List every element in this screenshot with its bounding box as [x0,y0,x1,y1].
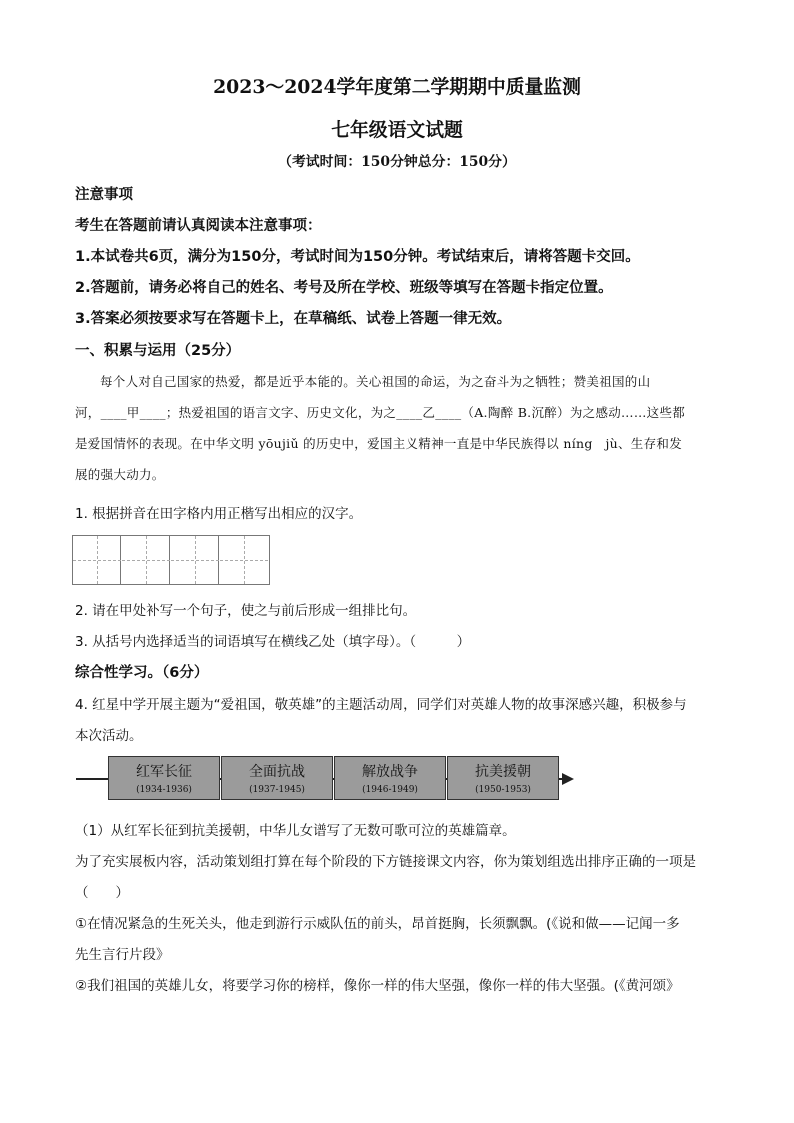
passage-line-2 [75,403,685,421]
notice-intro: 考生在答题前请认真阅读本注意事项： [75,218,322,234]
timeline-stage [108,756,220,800]
tianzige-grid[interactable] [72,535,270,585]
timeline-stage-years: (1946-1949) [362,785,418,795]
sub-question-1: （1）从红军长征到抗美援朝，中华儿女谱写了无数可歌可泣的英雄篇章。 [75,823,516,839]
timeline-stage-name: 解放战争 [362,764,418,780]
tianzige-cell[interactable] [73,536,121,584]
tianzige-cell[interactable] [122,536,170,584]
exam-title: 2023～2024学年度第二学期期中质量监测 [213,76,581,98]
timeline-stage-years: (1937-1945) [249,785,305,795]
blank-yi: ____乙____ [396,405,462,420]
passage-line-3: 是爱国情怀的表现。在中华文明 yōujiǔ 的历史中，爱国主义精神一直是中华民族得以 níng jù、生存和发 [75,436,683,451]
option-1-line-1: ①在情况紧急的生死关头，他走到游行示威队伍的前头，昂首挺胸，长须飘飘。(《说和做——记闻一多 [75,916,680,932]
passage-line-1: 每个人对自己国家的热爱，都是近乎本能的。关心祖国的命运，为之奋斗为之牺牲；赞美祖国的山 [100,374,651,389]
timeline-arrow-icon [562,773,574,785]
section2-heading: 综合性学习。（6分） [75,665,209,681]
notice-heading: 注意事项 [75,187,133,203]
blank-jia: ____甲____ [100,405,166,420]
notice-item-3: 3.答案必须按要求写在答题卡上，在草稿纸、试卷上答题一律无效。 [75,311,512,327]
passage-line-2-a: 河， [75,405,101,420]
question-1: 1. 根据拼音在田字格内用正楷写出相应的汉字。 [75,506,363,522]
timeline-stage-name: 全面抗战 [249,764,305,780]
timeline-stage [334,756,446,800]
question-3: 3. 从括号内选择适当的词语填写在横线乙处（填字母）。（ ） [75,634,471,650]
timeline-stage-years: (1934-1936) [136,785,192,795]
timeline-stage [447,756,559,800]
task-line-1: 为了充实展板内容，活动策划组打算在每个阶段的下方链接课文内容，你为策划组选出排序正确的一项是 [75,854,696,870]
timeline-stage-name: 红军长征 [136,764,192,780]
passage-line-4: 展的强大动力。 [75,467,165,482]
option-2-line-1: ②我们祖国的英雄儿女，将要学习你的榜样，像你一样的伟大坚强，像你一样的伟大坚强。(《黄河颂》 [75,978,680,994]
notice-item-1: 1.本试卷共6页，满分为150分，考试时间为150分钟。考试结束后，请将答题卡交回。 [75,249,640,265]
tianzige-cell[interactable] [220,536,268,584]
passage-line-2-b: ；热爱祖国的语言文字、历史文化，为之 [165,405,397,420]
option-1-line-2: 先生言行片段》 [75,947,170,963]
timeline-stage-name: 抗美援朝 [475,764,531,780]
question-2: 2. 请在甲处补写一个句子，使之与前后形成一组排比句。 [75,603,417,619]
notice-item-2: 2.答题前，请务必将自己的姓名、考号及所在学校、班级等填写在答题卡指定位置。 [75,280,613,296]
timeline-stage [221,756,333,800]
passage-line-2-c: （A.陶醉 B.沉醉）为之感动……这些都 [461,405,686,420]
question-4-line-2: 本次活动。 [75,728,143,744]
question-4-line-1: 4. 红星中学开展主题为“爱祖国，敬英雄”的主题活动周，同学们对英雄人物的故事深感兴趣，积极参与 [75,697,687,713]
tianzige-cell[interactable] [171,536,219,584]
exam-subtitle: 七年级语文试题 [331,119,463,141]
timeline-stage-years: (1950-1953) [475,785,531,795]
section1-heading: 一、积累与运用（25分） [75,343,241,359]
task-line-2: （ ） [75,885,129,901]
history-timeline [76,754,581,802]
exam-info: （考试时间：150分钟总分：150分） [278,154,516,170]
